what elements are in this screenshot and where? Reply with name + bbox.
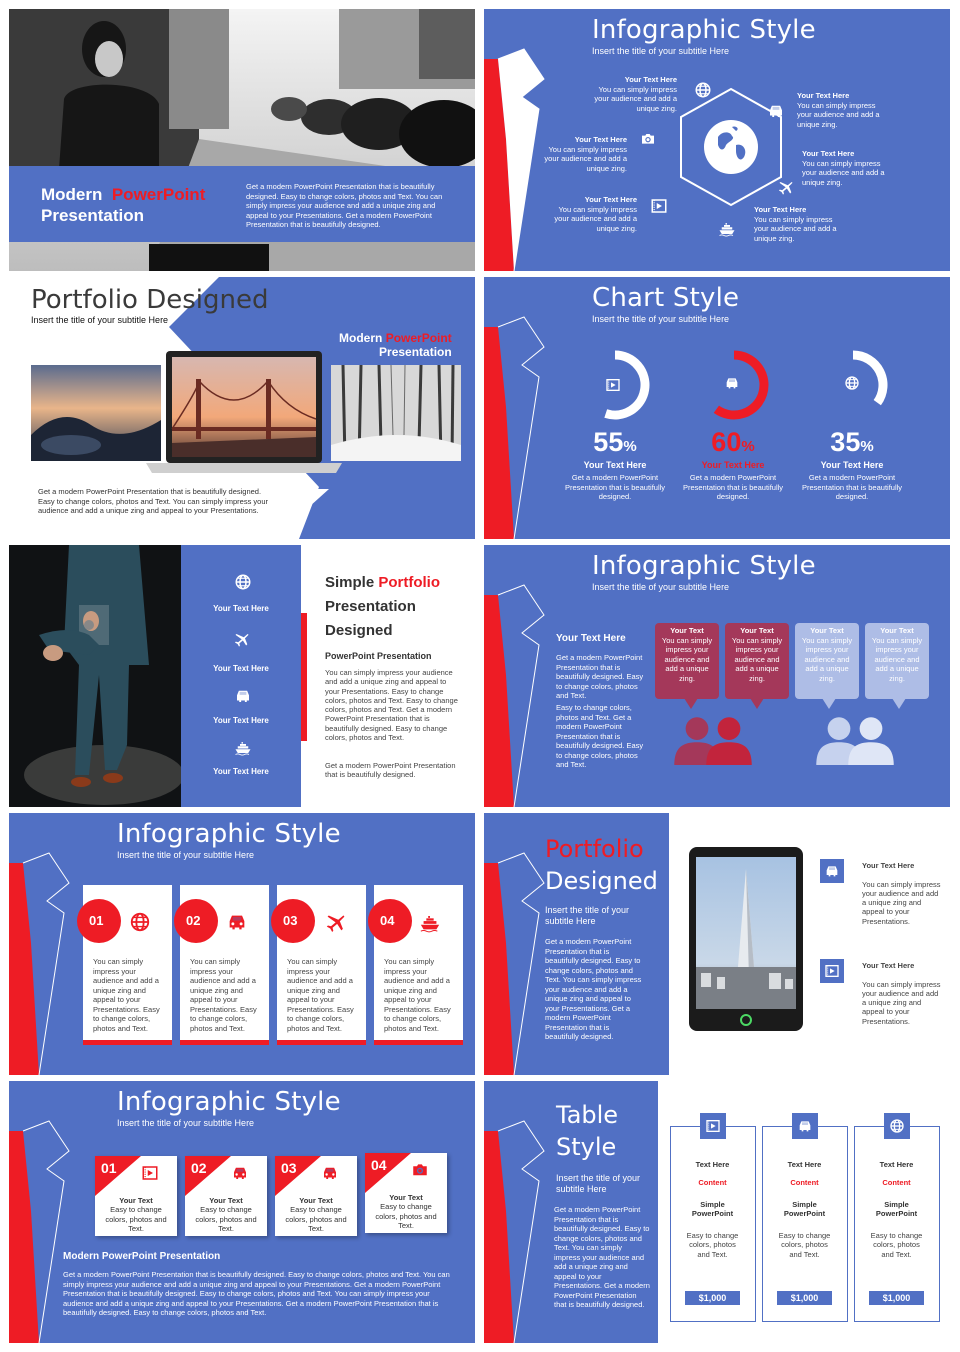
car-icon — [820, 859, 844, 883]
chart-value: 35 — [830, 427, 861, 457]
slide-2[interactable] — [484, 9, 950, 271]
speech-bubble: Your Text You can simply impress your audience and add a unique zing. — [865, 623, 929, 699]
person-icon — [848, 715, 894, 765]
slide-9-body: Get a modern PowerPoint Presentation that is beautifully designed. Easy to change colors, photos and Text. You can simply impress your audience and add a unique zing and appeal to your Presentations. Get a modern PowerPoint Presentation that is beautifully designed. Easy to change colors, photos and Text. You can simply impress your audience and add a unique zing and appeal to your Presentations. Get a modern PowerPoint Presentation that is beautifully designed. Easy to change colors, photos and Text. — [63, 1270, 450, 1317]
slide-5-title: Simple Portfolio Presentation Designed — [325, 574, 441, 639]
video-icon — [605, 377, 621, 393]
slide-9-title: Infographic Style — [117, 1087, 341, 1117]
accent-bar — [301, 613, 307, 741]
side-item: Your Text Here You can simply impress your audience and add a unique zing and appeal to your Presentations. — [862, 961, 941, 1026]
step-card: 02 Your Text Easy to change colors, photos and Text. — [185, 1156, 267, 1236]
car-icon — [321, 1164, 339, 1182]
card-number: 02 — [174, 899, 218, 943]
laptop-bridge-photo — [146, 349, 342, 479]
chart-value: 55 — [593, 427, 624, 457]
price-tag[interactable]: $1,000 — [685, 1291, 740, 1305]
slide-5[interactable] — [9, 545, 475, 807]
car-icon — [234, 687, 252, 705]
ship-icon — [234, 738, 252, 756]
title-word-presentation: Presentation — [41, 206, 144, 225]
speech-bubble: Your Text You can simply impress your audience and add a unique zing. — [795, 623, 859, 699]
snow-forest-photo — [331, 365, 461, 461]
slide-3[interactable] — [9, 277, 475, 539]
icon-label: Your Text Here — [213, 664, 269, 673]
slide-3-body: Get a modern PowerPoint Presentation that is beautifully designed. Easy to change colors, photos and Text. You can simply impress your audience and add a unique zing and appeal to your Presentations. — [38, 487, 268, 515]
plane-icon — [232, 629, 252, 649]
slide-8-body: Get a modern PowerPoint Presentation that is beautifully designed. Easy to change colors, photos and Text. You can simply impress your audience and add a unique zing and appeal to your Presentations. Get a modern PowerPoint Presentation that is beautifully designed. — [545, 937, 642, 1041]
tablet-photo — [689, 847, 803, 1037]
slide-10-subtitle: Insert the title of your subtitle Here — [556, 1173, 641, 1194]
video-icon — [650, 197, 668, 215]
icon-label: Your Text Here — [213, 604, 269, 613]
slide-7[interactable] — [9, 813, 475, 1075]
ship-icon — [418, 911, 442, 933]
title-word-powerpoint: PowerPoint — [111, 185, 206, 204]
info-item: Your Text Here You can simply impress your audience and add a unique zing. — [594, 75, 677, 113]
camera-icon — [640, 131, 656, 147]
car-icon — [231, 1164, 249, 1182]
step-card: 03 Your Text Easy to change colors, photos and Text. — [275, 1156, 357, 1236]
car-icon — [767, 102, 785, 120]
hexagon-cycle — [666, 79, 796, 219]
card-number: 02 — [191, 1160, 207, 1176]
bubble-tails — [654, 695, 934, 715]
info-item: Your Text Here You can simply impress your audience and add a unique zing. — [797, 91, 880, 129]
icon-label: Your Text Here — [213, 767, 269, 776]
title-word-modern: Modern — [41, 185, 103, 204]
icon-label: Your Text Here — [213, 716, 269, 725]
globe-icon — [234, 573, 252, 591]
speech-bubble: Your Text You can simply impress your audience and add a unique zing. — [655, 623, 719, 699]
slide-7-subtitle: Insert the title of your subtitle Here — [117, 850, 255, 860]
info-item: Your Text Here You can simply impress your audience and add a unique zing. — [754, 205, 837, 243]
info-item: Your Text Here You can simply impress your audience and add a unique zing. — [544, 135, 627, 173]
slide-9[interactable] — [9, 1081, 475, 1343]
slide-10[interactable] — [484, 1081, 950, 1343]
car-icon — [226, 911, 248, 933]
slide-8-title: Portfolio Designed — [545, 835, 658, 895]
slide-9-head: Modern PowerPoint Presentation — [63, 1251, 221, 1262]
slide-5-body: You can simply impress your audience and add a unique zing and appeal to your Presentations. Easy to change colors, photos and Text. Easy to change colors, photos and Text. Get a modern PowerPoint Presentation that is beautifully designed. Easy to change colors, photos and Text. — [325, 668, 458, 743]
globe-icon — [129, 911, 151, 933]
slide-1-body: Get a modern PowerPoint Presentation that is beautifully designed. Easy to change colors, photos and Text. You can simply impress your audience and add a unique zing and appeal to your Presentations. Get a modern PowerPoint Presentation that is beautifully designed. — [246, 182, 443, 229]
suit-lapel — [484, 1081, 564, 1343]
card-number: 03 — [281, 1160, 297, 1176]
slide-1-title — [41, 184, 205, 226]
slide-7-title: Infographic Style — [117, 819, 341, 849]
step-card: 01 Your Text Easy to change colors, photos and Text. — [95, 1156, 177, 1236]
slide-9-subtitle: Insert the title of your subtitle Here — [117, 1118, 255, 1128]
suit-lapel — [484, 545, 564, 807]
video-icon — [820, 959, 844, 983]
slide-10-title: Table Style — [556, 1101, 619, 1161]
chart-value: 60 — [711, 427, 742, 457]
side-item: Your Text Here You can simply impress your audience and add a unique zing and appeal to your Presentations. — [862, 861, 941, 926]
speech-bubble: Your Text You can simply impress your audience and add a unique zing. — [725, 623, 789, 699]
slide-3-title: Portfolio Designed — [31, 285, 269, 315]
info-card: 01 You can simply impress your audience and add a unique zing and appeal to your Presentations. Easy to change colors, photos and Text. — [83, 885, 172, 1045]
car-icon — [792, 1113, 818, 1139]
step-card: 04 Your Text Easy to change colors, photos and Text. — [365, 1153, 447, 1233]
ship-icon — [718, 219, 736, 237]
slide-6-body-2: Easy to change colors, photos and Text. Get a modern PowerPoint Presentation that is beautifully designed. Easy to change colors, photos and Text. — [556, 703, 644, 769]
globe-icon — [694, 81, 712, 99]
slide-6-head: Your Text Here — [556, 633, 626, 644]
slide-6[interactable] — [484, 545, 950, 807]
slide-2-title: Infographic Style — [592, 15, 816, 45]
info-card: 03 You can simply impress your audience and add a unique zing and appeal to your Presentations. Easy to change colors, photos and Text. — [277, 885, 366, 1045]
slide-4-subtitle: Insert the title of your subtitle Here — [592, 314, 730, 324]
slide-5-body-2: Get a modern PowerPoint Presentation that is beautifully designed. — [325, 761, 456, 780]
price-tag[interactable]: $1,000 — [869, 1291, 924, 1305]
slide-8[interactable] — [484, 813, 950, 1075]
slide-3-subtitle: Insert the title of your subtitle Here — [31, 315, 169, 325]
globe-icon — [884, 1113, 910, 1139]
info-card: 02 You can simply impress your audience and add a unique zing and appeal to your Presentations. Easy to change colors, photos and Text. — [180, 885, 269, 1045]
slide-8-subtitle: Insert the title of your subtitle Here — [545, 905, 630, 926]
card-number: 04 — [371, 1157, 387, 1173]
info-card: 04 You can simply impress your audience and add a unique zing and appeal to your Presentations. Easy to change colors, photos and Text. — [374, 885, 463, 1045]
card-number: 01 — [101, 1160, 117, 1176]
chart-caption: 60% Your Text Here Get a modern PowerPoint Presentation that is beautifully designed. — [682, 427, 784, 501]
slide-4[interactable] — [484, 277, 950, 539]
slide-4-title: Chart Style — [592, 283, 740, 313]
slide-2-subtitle: Insert the title of your subtitle Here — [592, 46, 730, 56]
globe-icon — [844, 375, 860, 391]
person-icon — [706, 715, 752, 765]
card-number: 01 — [77, 899, 121, 943]
slide-10-body: Get a modern PowerPoint Presentation that is beautifully designed. Easy to change colors, photos and Text. You can simply impress your audience and add a unique zing and appeal to your Presentations. Get a modern PowerPoint Presentation that is beautifully designed. — [554, 1205, 650, 1309]
card-number: 03 — [271, 899, 315, 943]
slide-6-body: Get a modern PowerPoint Presentation that is beautifully designed. Easy to change colors, photos and Text. — [556, 653, 644, 700]
video-icon — [700, 1113, 726, 1139]
price-column: Text Here Content Simple PowerPoint Easy to change colors, photos and Text. $1,000 — [762, 1126, 848, 1322]
businessman-photo — [9, 545, 181, 807]
chart-caption: 55% Your Text Here Get a modern PowerPoint Presentation that is beautifully designed. — [564, 427, 666, 501]
price-column: Text Here Content Simple PowerPoint Easy to change colors, photos and Text. $1,000 — [854, 1126, 940, 1322]
car-icon — [724, 375, 740, 391]
video-icon — [141, 1164, 159, 1182]
plane-icon — [323, 909, 349, 935]
info-item: Your Text Here You can simply impress your audience and add a unique zing. — [554, 195, 637, 233]
card-number: 04 — [368, 899, 412, 943]
slide-5-head: PowerPoint Presentation — [325, 651, 432, 661]
slide-3-tag: Modern PowerPoint Presentation — [339, 331, 452, 359]
price-tag[interactable]: $1,000 — [777, 1291, 832, 1305]
suit-lapel — [9, 813, 89, 1075]
slide-1[interactable] — [9, 9, 475, 271]
camera-icon — [411, 1161, 429, 1179]
chart-caption: 35% Your Text Here Get a modern PowerPoint Presentation that is beautifully designed. — [801, 427, 903, 501]
slide-6-subtitle: Insert the title of your subtitle Here — [592, 582, 730, 592]
coast-photo — [31, 365, 161, 461]
plane-icon — [776, 177, 796, 197]
info-item: Your Text Here You can simply impress your audience and add a unique zing. — [802, 149, 885, 187]
price-column: Text Here Content Simple PowerPoint Easy to change colors, photos and Text. $1,000 — [670, 1126, 756, 1322]
slide-6-title: Infographic Style — [592, 551, 816, 581]
